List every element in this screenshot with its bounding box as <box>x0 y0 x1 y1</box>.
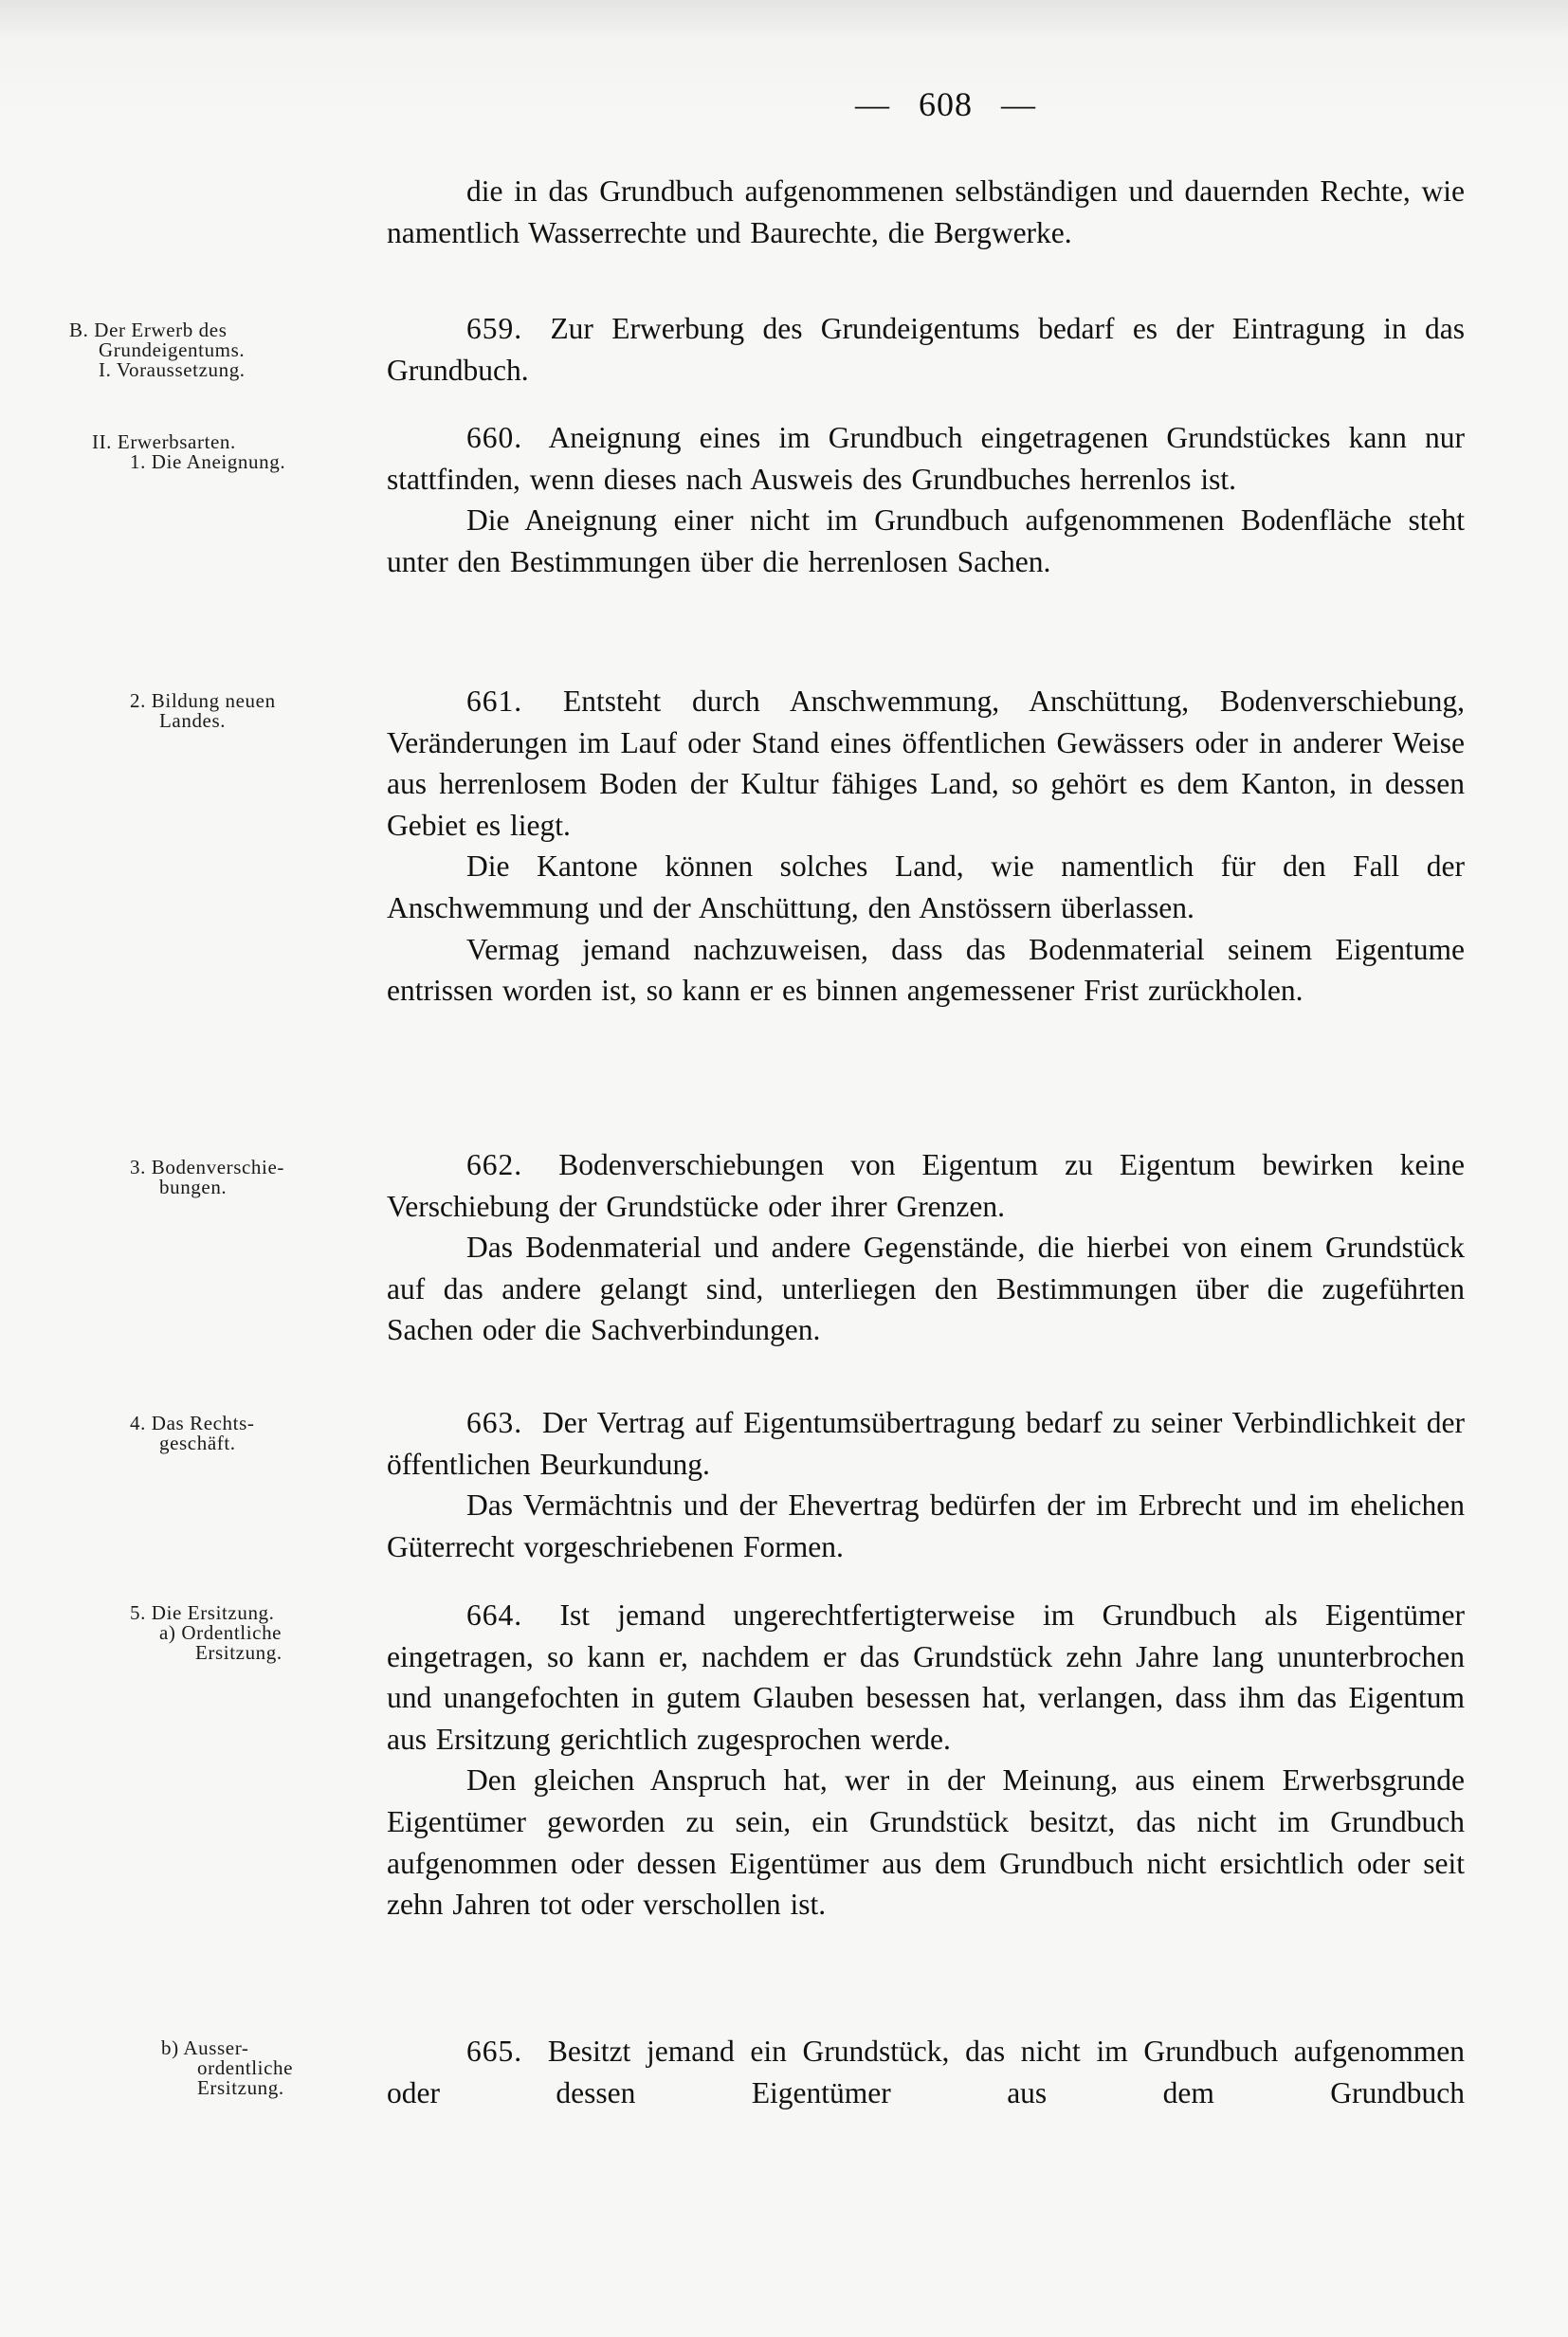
article-number: 660. <box>466 421 523 454</box>
margin-note-line: Landes. <box>159 709 227 732</box>
article-664 <box>387 1595 1465 1926</box>
article-number: 661. <box>466 685 523 718</box>
article-paragraph <box>387 308 1465 391</box>
margin-note-line: Grundeigentums. <box>99 338 246 361</box>
article-paragraph: Die Kantone können solches Land, wie namentlich für den Fall der Anschwemmung und der Anschüttung, den Anstössern überlassen. <box>387 849 1465 924</box>
article-paragraph: Das Vermächtnis und der Ehevertrag bedürfen der im Erbrecht und im ehelichen Güterrecht vorgeschriebenen Formen. <box>387 1488 1465 1563</box>
margin-note-line: 5. Die Ersitzung. <box>130 1601 275 1624</box>
article-number: 665. <box>466 2035 523 2068</box>
article-paragraph <box>387 681 1465 846</box>
article-paragraph: Die Aneignung einer nicht im Grundbuch aufgenommenen Bodenfläche steht unter den Bestimmungen über die herrenlosen Sachen. <box>387 503 1465 578</box>
article-paragraph <box>387 1595 1465 1760</box>
margin-note-line: Ersitzung. <box>197 2076 284 2099</box>
article-text: Entsteht durch Anschwemmung, Anschüttung, Bodenverschiebung, Veränderungen im Lauf oder Stand eines öffentlichen Gewässers oder in anderer Weise aus herrenlosem Boden der Kultur fähiges Land, so gehört es dem Kanton, in dessen Gebiet es liegt. <box>387 685 1465 842</box>
article-text: Aneignung eines im Grundbuch eingetragenen Grundstückes kann nur stattfinden, wenn dieses nach Ausweis des Grundbuches herrenlos ist. <box>387 421 1465 496</box>
margin-note-ausserordentliche-ersitzung <box>161 2038 293 2098</box>
page-number: — 608 — <box>855 85 1036 123</box>
margin-note-line: 3. Bodenverschie- <box>130 1156 284 1178</box>
article-text: Besitzt jemand ein Grundstück, das nicht im Grundbuch aufgenommen oder dessen Eigentümer aus dem Grundbuch <box>387 2035 1465 2109</box>
margin-note-line: a) Ordentliche <box>159 1621 283 1644</box>
article-text: Bodenverschiebungen von Eigentum zu Eigentum bewirken keine Verschiebung der Grundstücke oder ihrer Grenzen. <box>387 1148 1465 1223</box>
margin-note-line: II. Erwerbsarten. <box>92 430 236 453</box>
article-number: 663. <box>466 1406 523 1439</box>
margin-note-bildung-neuen-landes <box>130 691 276 731</box>
article-number: 664. <box>466 1598 523 1632</box>
margin-note-erwerbsarten <box>92 432 285 472</box>
article-paragraph: Das Bodenmaterial und andere Gegenstände, die hierbei von einem Grundstück auf das andere gelangt sind, unterliegen den Bestimmungen über die zugeführten Sachen oder die Sachverbindungen. <box>387 1231 1465 1347</box>
article-paragraph <box>387 417 1465 500</box>
margin-note-erwerb <box>69 320 246 380</box>
article-number: 662. <box>466 1148 523 1181</box>
article-663 <box>387 1402 1465 1567</box>
article-text: Ist jemand ungerechtfertigterweise im Grundbuch als Eigentümer eingetragen, so kann er, nachdem er das Grundstück zehn Jahre lang ununterbrochen und unangefochten in gutem Glauben besessen hat, verlangen, dass ihm das Eigentum aus Ersitzung gerichtlich zugesprochen werde. <box>387 1598 1465 1756</box>
continuation-paragraph: die in das Grundbuch aufgenommenen selbständigen und dauernden Rechte, wie namentlich Wasserrechte und Baurechte, die Bergwerke. <box>387 174 1465 249</box>
margin-note-line: I. Voraussetzung. <box>99 358 246 381</box>
margin-note-line: 4. Das Rechts- <box>130 1412 255 1434</box>
margin-note-line: B. Der Erwerb des <box>69 319 228 341</box>
article-660 <box>387 417 1465 582</box>
article-number: 659. <box>466 312 523 345</box>
margin-note-line: 2. Bildung neuen <box>130 689 276 712</box>
margin-note-ersitzung <box>130 1603 283 1663</box>
margin-note-rechtsgeschaeft <box>130 1414 254 1453</box>
article-665 <box>387 2031 1465 2113</box>
margin-note-line: geschäft. <box>159 1432 236 1454</box>
margin-note-line: ordentliche <box>197 2056 294 2079</box>
article-paragraph <box>387 1144 1465 1227</box>
margin-note-bodenverschiebungen <box>130 1158 284 1197</box>
article-paragraph: Vermag jemand nachzuweisen, dass das Bodenmaterial seinem Eigentume entrissen worden ist, so kann er es binnen angemessener Frist zurückholen. <box>387 932 1465 1008</box>
article-paragraph <box>387 2031 1465 2113</box>
article-text: Zur Erwerbung des Grundeigentums bedarf es der Eintragung in das Grundbuch. <box>387 312 1465 387</box>
margin-note-line: bungen. <box>159 1176 228 1198</box>
margin-note-line: b) Ausser- <box>161 2036 249 2059</box>
margin-note-line: Ersitzung. <box>195 1641 283 1664</box>
article-text: Der Vertrag auf Eigentumsübertragung bedarf zu seiner Verbindlichkeit der öffentlichen Beurkundung. <box>387 1406 1465 1481</box>
margin-note-line: 1. Die Aneignung. <box>130 450 286 473</box>
article-661 <box>387 681 1465 1012</box>
article-paragraph <box>387 1402 1465 1485</box>
article-659 <box>387 308 1465 391</box>
continuation-block <box>387 171 1465 253</box>
article-paragraph: Den gleichen Anspruch hat, wer in der Meinung, aus einem Erwerbsgrunde Eigentümer geworden zu sein, ein Grundstück besitzt, das nicht im Grundbuch aufgenommen oder dessen Eigentümer aus dem Grundbuch nicht ersichtlich oder seit zehn Jahren tot oder verschollen ist. <box>387 1763 1465 1922</box>
article-662 <box>387 1144 1465 1351</box>
